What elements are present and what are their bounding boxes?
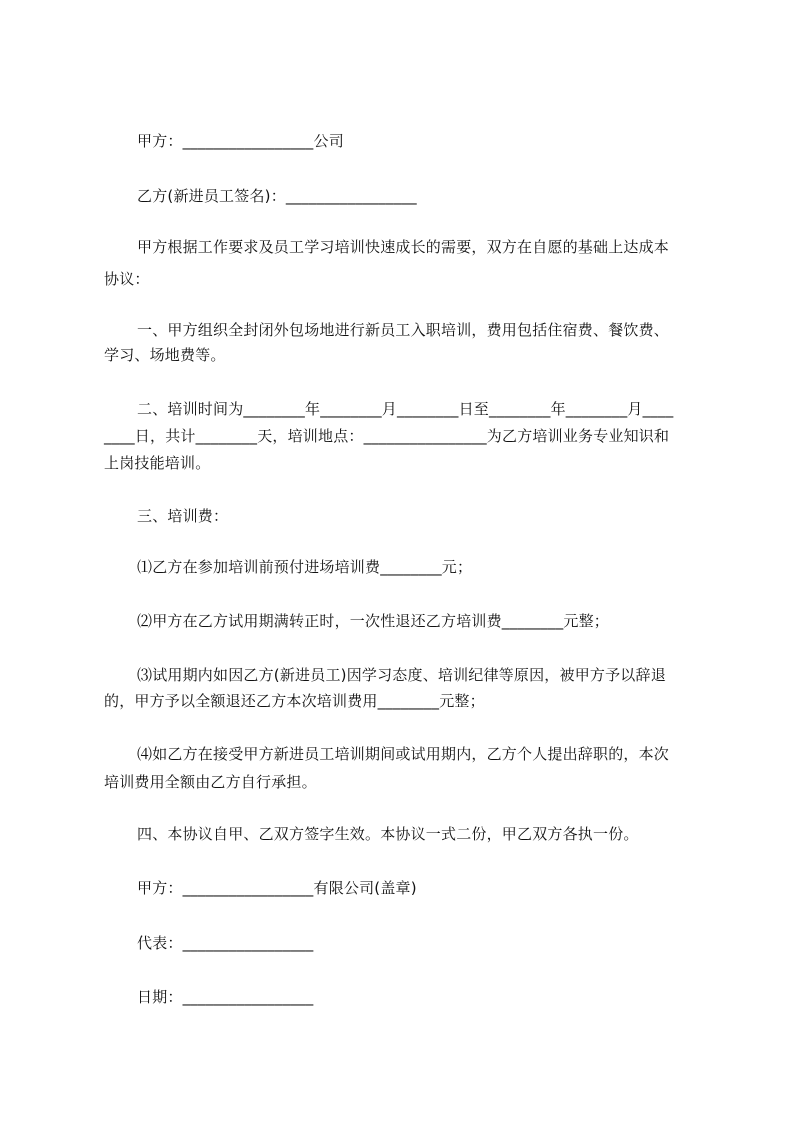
clause-3-title: 三、培训费： xyxy=(137,507,229,525)
clause-4: 四、本协议自甲、乙双方签字生效。本协议一式二份，甲乙双方各执一份。 xyxy=(137,825,639,843)
clause-1-line-1: 一、甲方组织全封闭外包场地进行新员工入职培训，费用包括住宿费、餐饮费、 xyxy=(137,321,670,339)
clause-2-line-2: ____日，共计________天，培训地点：________________为乙方培训业务专业知识和 xyxy=(104,427,670,445)
clause-1-line-2: 学习、场地费等。 xyxy=(104,346,226,364)
clause-3-item-4-line-2: 培训费用全额由乙方自行承担。 xyxy=(104,773,317,791)
clause-3-item-3-line-2: 的，甲方予以全额退还乙方本次培训费用________元整； xyxy=(104,692,485,710)
clause-2-line-3: 上岗技能培训。 xyxy=(104,454,211,472)
signature-party-a: 甲方：_________________有限公司(盖章) xyxy=(137,879,417,897)
intro-line-2: 协议： xyxy=(104,270,150,288)
signature-representative: 代表：_________________ xyxy=(137,934,314,952)
clause-3-item-1: ⑴乙方在参加培训前预付进场培训费________元； xyxy=(137,558,473,576)
clause-3-item-4-line-1: ⑷如乙方在接受甲方新进员工培训期间或试用期内，乙方个人提出辞职的，本次 xyxy=(137,745,670,763)
clause-3-item-3-line-1: ⑶试用期内如因乙方(新进员工)因学习态度、培训纪律等原因，被甲方予以辞退 xyxy=(137,666,666,684)
intro-line-1: 甲方根据工作要求及员工学习培训快速成长的需要，双方在自愿的基础上达成本 xyxy=(137,238,670,256)
party-a-line: 甲方：_________________公司 xyxy=(137,132,344,150)
party-b-line: 乙方(新进员工签名)：_________________ xyxy=(137,187,417,205)
signature-date: 日期：_________________ xyxy=(137,988,314,1006)
clause-2-line-1: 二、培训时间为________年________月________日至________年________月____ xyxy=(137,400,674,418)
clause-3-item-2: ⑵甲方在乙方试用期满转正时，一次性退还乙方培训费________元整； xyxy=(137,612,610,630)
